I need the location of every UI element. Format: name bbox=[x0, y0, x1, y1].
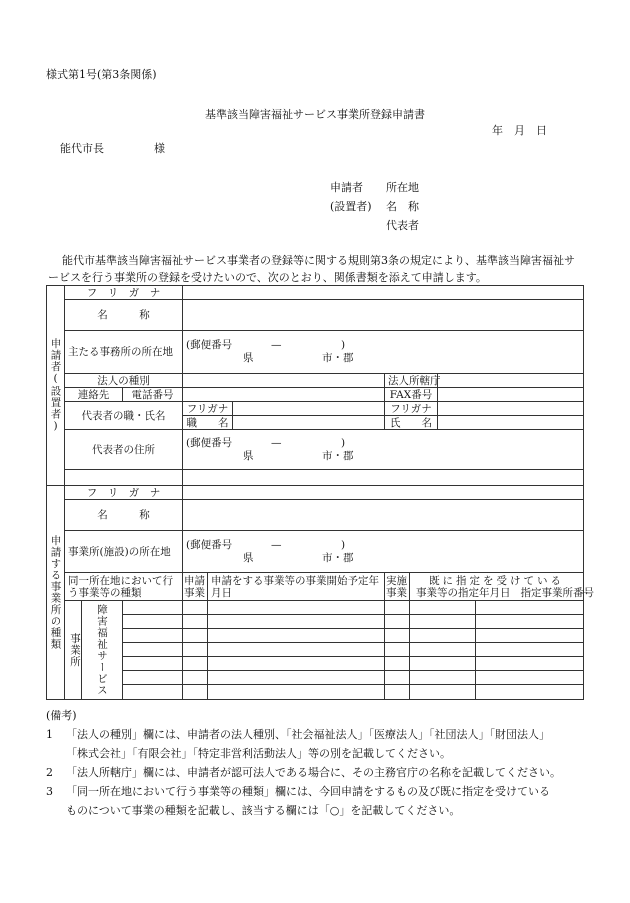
fax-field[interactable] bbox=[438, 388, 584, 402]
contact-label: 連絡先 bbox=[65, 388, 123, 402]
founder-label: (設置者) bbox=[330, 200, 372, 213]
col-start-header: 申請をする事業等の事業開始予定年月日 bbox=[208, 573, 385, 601]
col-designated-header: 既に指定を受けている 事業等の指定年月日 指定事業所番号 bbox=[410, 573, 584, 601]
document-title: 基準該当障害福祉サービス事業所登録申請書 bbox=[205, 108, 425, 121]
main-office-label: 主たる事務所の所在地 bbox=[65, 331, 183, 374]
col-existing-header: 実施事業 bbox=[385, 573, 410, 601]
notes-heading: (備考) bbox=[46, 709, 77, 722]
rep-name-furigana-label: フリガナ bbox=[385, 402, 438, 416]
rep-address-label: 代表者の住所 bbox=[65, 430, 183, 470]
addressee bbox=[60, 140, 165, 156]
rep-name-furigana-field[interactable] bbox=[438, 402, 584, 416]
phone-field[interactable] bbox=[183, 388, 385, 402]
addressee-mayor: 能代市長 bbox=[60, 142, 104, 155]
rep-address-field[interactable]: (郵便番号 — ) 県 市・郡 bbox=[183, 430, 584, 470]
apply-cell[interactable] bbox=[183, 601, 208, 615]
note-item: 2 「法人所轄庁」欄には、申請者が認可法人である場合に、その主務官庁の名称を記載してください。 bbox=[46, 766, 561, 779]
name-label: 名 称 bbox=[65, 300, 183, 331]
addressee-honorific: 様 bbox=[154, 142, 165, 155]
start-date-cell[interactable] bbox=[208, 601, 385, 615]
applicant-label: 申請者 bbox=[330, 181, 363, 194]
rep-name-field[interactable] bbox=[438, 416, 584, 430]
note-item: 1 「法人の種別」欄には、申請者の法人種別、「社会福祉法人」「医療法人」「社団法人」「財団法人」 bbox=[46, 728, 550, 741]
existing-cell[interactable] bbox=[385, 601, 410, 615]
note-item-cont: ものについて事業の種類を記載し、該当する欄には「○」を記載してください。 bbox=[66, 804, 461, 817]
facility-name-field[interactable] bbox=[183, 500, 584, 531]
designated-date-cell[interactable] bbox=[410, 601, 476, 615]
group-business-label: 事業所 bbox=[65, 601, 82, 700]
corp-authority-label: 法人所轄庁 bbox=[385, 374, 438, 388]
note-item: 3 「同一所在地において行う事業等の種類」欄には、今回申請をするもの及び既に指定を受けている bbox=[46, 785, 550, 798]
rep-name-label: 氏 名 bbox=[385, 416, 438, 430]
phone-label: 電話番号 bbox=[123, 388, 183, 402]
intro-paragraph: 能代市基準該当障害福祉サービス事業者の登録等に関する規則第3条の規定により、基準該当障害福祉サービスを行う事業所の登録を受けたいので、次のとおり、関係書類を添えて申請します。 bbox=[48, 254, 575, 284]
main-office-field[interactable]: (郵便番号 — ) 県 市・郡 bbox=[183, 331, 584, 374]
name-field[interactable] bbox=[183, 300, 584, 331]
facility-address-field[interactable]: (郵便番号 — ) 県 市・郡 bbox=[183, 531, 584, 573]
col-same-location-header: 同一所在地において行う事業等の種類 bbox=[65, 573, 183, 601]
designated-no-cell[interactable] bbox=[476, 601, 584, 615]
applicant-block bbox=[330, 178, 419, 235]
notes-section bbox=[46, 706, 561, 820]
applicant-name-label: 名 称 bbox=[386, 200, 419, 213]
corp-type-label: 法人の種別 bbox=[65, 374, 183, 388]
facility-furigana-label: フ リ ガ ナ bbox=[65, 486, 183, 500]
rep-post-field[interactable] bbox=[233, 416, 385, 430]
furigana-label: フ リ ガ ナ bbox=[65, 286, 183, 300]
form-number: 様式第1号(第3条関係) bbox=[46, 68, 157, 81]
rep-furigana-label: フリガナ bbox=[183, 402, 233, 416]
corp-authority-field[interactable] bbox=[438, 374, 584, 388]
rep-post-furigana-field[interactable] bbox=[233, 402, 385, 416]
facility-address-label: 事業所(施設)の所在地 bbox=[65, 531, 183, 573]
col-apply-header: 申請事業 bbox=[183, 573, 208, 601]
note-item-cont: 「株式会社」「有限会社」「特定非営利活動法人」等の別を記載してください。 bbox=[66, 747, 451, 760]
service-type-cell[interactable] bbox=[123, 601, 183, 615]
facility-name-label: 名 称 bbox=[65, 500, 183, 531]
applicant-address-label: 所在地 bbox=[386, 181, 419, 194]
furigana-field[interactable] bbox=[183, 286, 584, 300]
applicant-rep-label: 代表者 bbox=[386, 219, 419, 232]
fax-label: FAX番号 bbox=[385, 388, 438, 402]
rep-title-name-label: 代表者の職・氏名 bbox=[65, 402, 183, 430]
date-field: 年 月 日 bbox=[492, 124, 547, 137]
section-applicant-label: 申請者(設置者) bbox=[47, 286, 65, 486]
corp-type-field[interactable] bbox=[183, 374, 385, 388]
section-facility-label: 申請する事業所の種類 bbox=[47, 486, 65, 700]
facility-furigana-field[interactable] bbox=[183, 486, 584, 500]
rep-post-label: 職 名 bbox=[183, 416, 233, 430]
application-form-table bbox=[46, 285, 595, 700]
group-disability-label: 障害福祉サービス bbox=[82, 601, 123, 700]
